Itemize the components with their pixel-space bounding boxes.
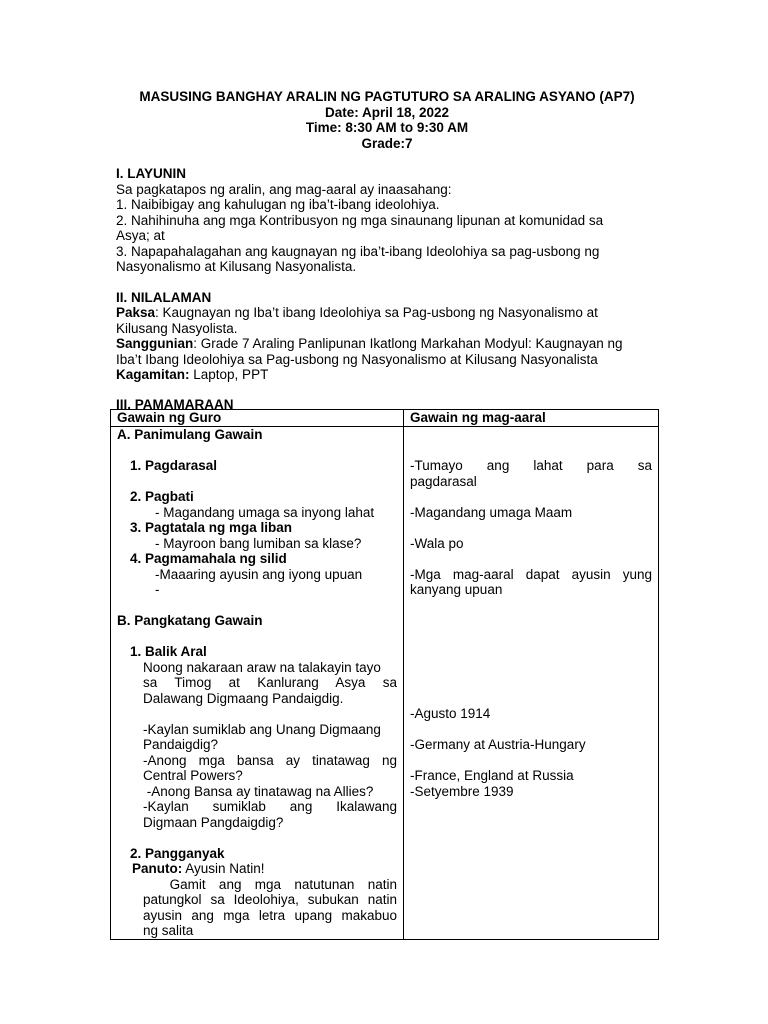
question-2: -Anong mga bansa ay tinatawag ng xyxy=(143,752,397,768)
answer-2: -Germany at Austria-Hungary xyxy=(410,737,586,752)
empty-dash-line: - xyxy=(155,582,160,597)
response-pagtatala: -Wala po xyxy=(410,535,464,551)
response-pagdarasal: -Tumayo ang lahat para sa xyxy=(410,458,652,473)
pagbati-line: - Magandang umaga sa inyong lahat xyxy=(155,504,375,520)
paksa-text: : Kaugnayan ng Iba’t ibang Ideolohiya sa Pag-usbong ng Nasyonalismo at xyxy=(155,305,598,320)
lesson-plan-document xyxy=(116,89,658,412)
layunin-intro: Sa pagkatapos ng aralin, ang mag-aaral ay inaasahang: xyxy=(116,181,452,197)
pagmamahala-line: -Maaaring ayusin ang iyong upuan xyxy=(155,566,363,582)
lesson-time: Time: 8:30 AM to 9:30 AM xyxy=(305,120,469,135)
guro-cell xyxy=(111,427,404,940)
document-title: MASUSING BANGHAY ARALIN NG PAGTUTURO SA ARALING ASYANO (AP7) xyxy=(139,89,635,104)
panuto-text: Ayusin Natin! xyxy=(182,861,265,876)
pamamaraan-table xyxy=(110,409,659,940)
pamamaraan-title: III. PAMAMARAAN xyxy=(116,396,234,412)
layunin-item: 1. Naibibigay ang kahulugan ng iba’t-ibang ideolohiya. xyxy=(116,197,440,212)
paksa-line xyxy=(116,305,658,321)
balik-aral-text: sa Timog at Kanlurang Asya sa xyxy=(143,675,397,690)
paksa-label: Paksa xyxy=(116,305,156,320)
pangganyak-item: 2. Pangganyak xyxy=(130,845,225,861)
pagtatala-line: - Mayroon bang lumiban sa klase? xyxy=(155,535,362,551)
layunin-item: Nasyonalismo at Kilusang Nasyonalista. xyxy=(116,259,357,274)
question-3: -Anong Bansa ay tinatawag na Allies? xyxy=(143,783,374,799)
response-pagbati: -Magandang umaga Maam xyxy=(410,504,573,520)
kagamitan-line xyxy=(116,367,658,383)
balik-aral-text: Dalawang Digmaang Pandaigdig. xyxy=(143,690,344,706)
pagtatala-item: 3. Pagtatala ng mga liban xyxy=(130,520,293,535)
balik-aral-text: Noong nakaraan araw na talakayin tayo xyxy=(143,659,381,675)
pagmamahala-item: 4. Pagmamahala ng silid xyxy=(130,551,287,566)
gamit-text: ng salita xyxy=(143,923,194,938)
section-layunin xyxy=(116,166,658,275)
table-row xyxy=(111,427,659,940)
layunin-item: 3. Napapahalagahan ang kaugnayan ng iba’t-ibang Ideolohiya sa pag-usbong ng xyxy=(116,243,600,259)
question-4-cont: Digmaan Pangdaigdig? xyxy=(143,814,284,830)
question-1-cont: Pandaigdig? xyxy=(143,737,219,752)
question-1: -Kaylan sumiklab ang Unang Digmaang xyxy=(143,721,381,737)
pagbati-item: 2. Pagbati xyxy=(130,489,194,504)
gamit-text: patungkol sa Ideolohiya, subukan natin xyxy=(143,892,397,907)
col-guro-header: Gawain ng Guro xyxy=(111,410,404,427)
answer-1: -Agusto 1914 xyxy=(410,706,491,721)
section-nilalaman xyxy=(116,290,658,383)
col-mag-aaral-header: Gawain ng mag-aaral xyxy=(404,410,659,427)
balik-aral-item: 1. Balik Aral xyxy=(130,644,207,659)
response-upuan-cont: kanyang upuan xyxy=(410,582,503,597)
lesson-date: Date: April 18, 2022 xyxy=(324,104,450,120)
table-header-row xyxy=(111,410,659,427)
response-pagdarasal-cont: pagdarasal xyxy=(410,473,477,489)
layunin-item: 2. Nahihinuha ang mga Kontribusyon ng mga sinaunang lipunan at komunidad sa xyxy=(116,212,604,228)
layunin-item: Asya; at xyxy=(116,228,165,243)
kagamitan-label: Kagamitan: xyxy=(116,367,190,382)
sanggunian-label: Sanggunian xyxy=(116,336,194,351)
question-4: -Kaylan sumiklab ang Ikalawang xyxy=(143,799,397,814)
sanggunian-line xyxy=(116,336,658,352)
kagamitan-text: Laptop, PPT xyxy=(189,367,269,382)
layunin-title: I. LAYUNIN xyxy=(116,166,187,181)
response-upuan: -Mga mag-aaral dapat ayusin yung xyxy=(410,566,652,582)
pagdarasal-item: 1. Pagdarasal xyxy=(130,458,218,473)
panimulang-gawain-title: A. Panimulang Gawain xyxy=(117,427,263,442)
paksa-line-2: Kilusang Nasyolista. xyxy=(116,320,238,336)
gamit-text: Gamit ang mga natutunan natin xyxy=(143,876,397,892)
question-2-cont: Central Powers? xyxy=(143,768,243,783)
pangkatang-gawain-title: B. Pangkatang Gawain xyxy=(117,613,263,628)
panuto-label: Panuto: xyxy=(132,861,183,876)
answer-3: -France, England at Russia xyxy=(410,768,574,783)
document-header xyxy=(116,89,658,151)
mag-aaral-cell xyxy=(404,427,659,940)
lesson-grade: Grade:7 xyxy=(361,135,413,151)
gamit-text: ayusin ang mga letra upang makabuo xyxy=(143,907,397,923)
sanggunian-text: : Grade 7 Araling Panlipunan Ikatlong Markahan Modyul: Kaugnayan ng xyxy=(193,336,623,351)
panuto-line xyxy=(117,861,397,877)
answer-4: -Setyembre 1939 xyxy=(410,783,514,799)
sanggunian-line-2: Iba’t Ibang Ideolohiya sa Pag-usbong ng Nasyonalismo at Kilusang Nasyonalista xyxy=(116,351,598,367)
nilalaman-title: II. NILALAMAN xyxy=(116,289,212,305)
